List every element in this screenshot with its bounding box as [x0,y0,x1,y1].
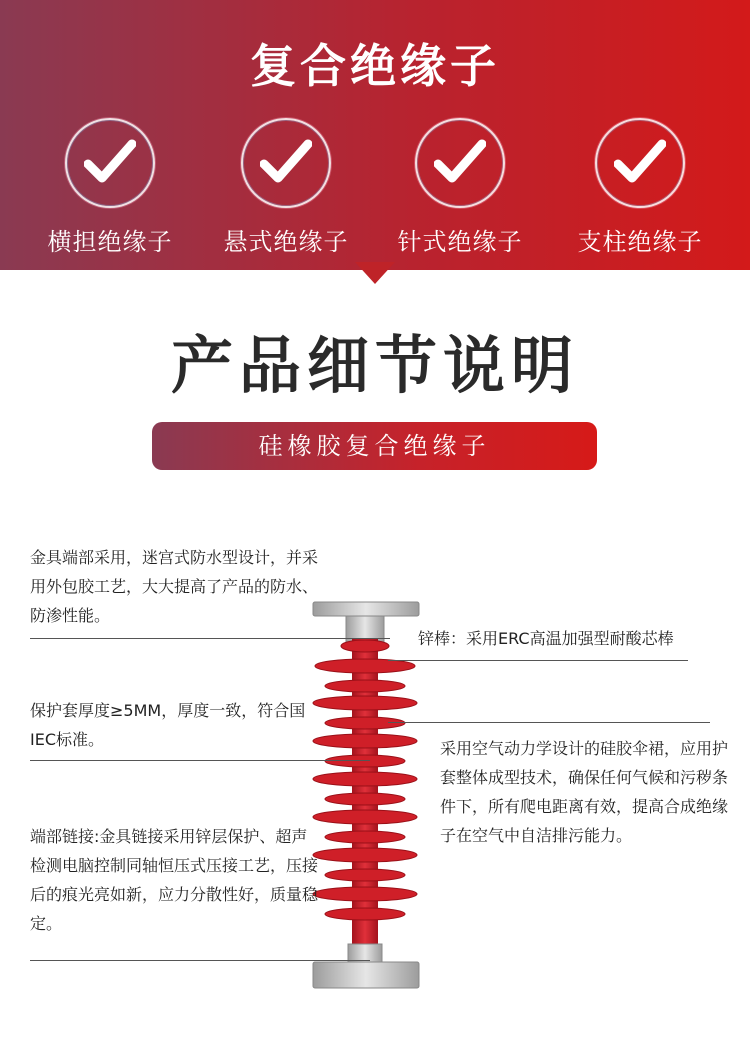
callout-fitting-end: 金具端部采用，迷宫式防水型设计，并采用外包胶工艺，大大提高了产品的防水、防渗性能。 [30,548,319,625]
badge-pin [370,118,550,257]
check-icon [415,118,505,208]
badge-label: 针式绝缘子 [397,228,523,256]
callout-core-rod: 锌棒：采用ERC高温加强型耐酸芯棒 [418,629,674,648]
banner-title: 复合绝缘子 [250,39,500,93]
check-icon [65,118,155,208]
badge-label: 横担绝缘子 [47,228,173,256]
callout-sheath: 保护套厚度≥5MM，厚度一致，符合国IEC标准。 [30,701,306,749]
callout-line [388,722,710,723]
badge-label: 支柱绝缘子 [577,228,703,256]
section-title: 产品细节说明 [170,329,579,402]
callout-line [388,660,688,661]
callout-sheds: 采用空气动力学设计的硅胶伞裙，应用护套整体成型技术，确保任何气候和污秽条件下，所有爬电距离有效，提高合成绝缘子在空气中自洁排污能力。 [440,739,729,845]
insulator-image [300,598,430,998]
check-icon [595,118,685,208]
badge-label: 悬式绝缘子 [223,228,349,256]
callout-line [30,960,370,961]
banner-notch [355,262,395,284]
badge-suspension [196,118,376,257]
badge-post [550,118,730,257]
callout-end-link: 端部链接:金具链接采用锌层保护、超声检测电脑控制同轴恒压式压接工艺，压接后的痕光亮如新，应力分散性好，质量稳定。 [30,827,319,933]
callout-line [30,760,370,761]
callout-line [30,638,390,639]
badge-crossarm [20,118,200,257]
check-icon [241,118,331,208]
section-subtitle: 硅橡胶复合绝缘子 [152,422,597,470]
